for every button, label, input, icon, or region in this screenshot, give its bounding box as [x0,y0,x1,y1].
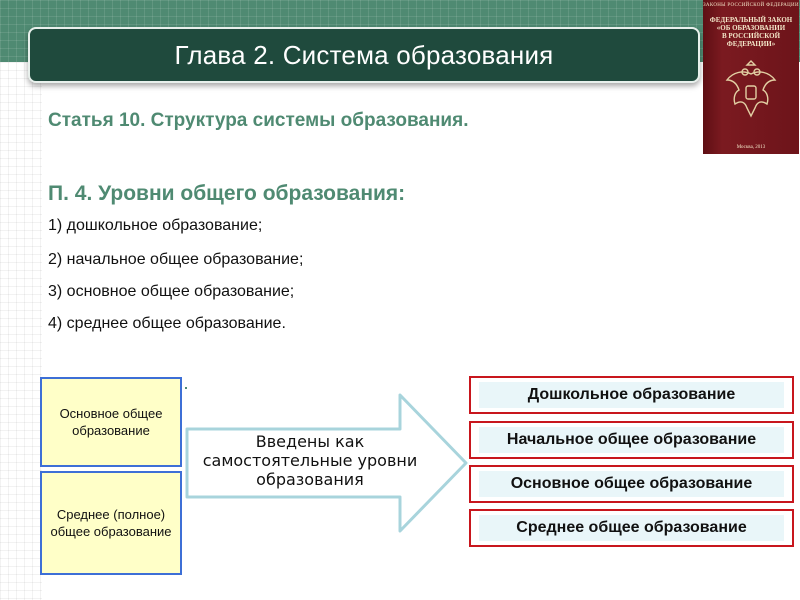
basic-general-education-box [40,377,182,467]
secondary-full-education-box [40,471,182,575]
slide-title [28,27,700,83]
box-label: Дошкольное образование [479,382,784,408]
book-series: ЗАКОНЫ РОССИЙСКОЙ ФЕДЕРАЦИИ [703,3,799,8]
secondary-general-education-box [469,509,794,547]
list-item: 3) основное общее образование; [48,283,295,300]
law-book-cover [703,0,799,154]
article-heading: Статья 10. Структура системы образования. [48,110,469,131]
book-title-line: ФЕДЕРАЛЬНЫЙ ЗАКОН [709,16,793,24]
box-label: Среднее (полное) общее образование [50,507,172,539]
list-item: 2) начальное общее образование; [48,251,304,268]
book-title [703,16,799,48]
list-item: 4) среднее общее образование. [48,315,286,332]
preschool-education-box [469,376,794,414]
book-year: Москва, 2013 [736,145,766,150]
list-item: 1) дошкольное образование; [48,217,263,234]
left-grid-strip [0,62,42,600]
box-label: Начальное общее образование [479,427,784,453]
book-title-line: ФЕДЕРАЦИИ» [726,40,776,48]
coat-of-arms-icon [723,60,779,122]
box-label: Основное общее образование [479,471,784,497]
box-label: Основное общее образование [59,406,163,438]
slide-title-text: Глава 2. Система образования [174,39,554,70]
book-title-line: В РОССИЙСКОЙ [721,32,781,40]
decorative-dot [185,387,187,389]
arrow-caption: Введены как самостоятельные уровни образования [202,432,418,489]
book-title-line: «ОБ ОБРАЗОВАНИИ [716,24,786,32]
point-heading: П. 4. Уровни общего образования: [48,182,406,205]
box-label: Среднее общее образование [479,515,784,541]
primary-general-education-box [469,421,794,459]
basic-general-education-level-box [469,465,794,503]
